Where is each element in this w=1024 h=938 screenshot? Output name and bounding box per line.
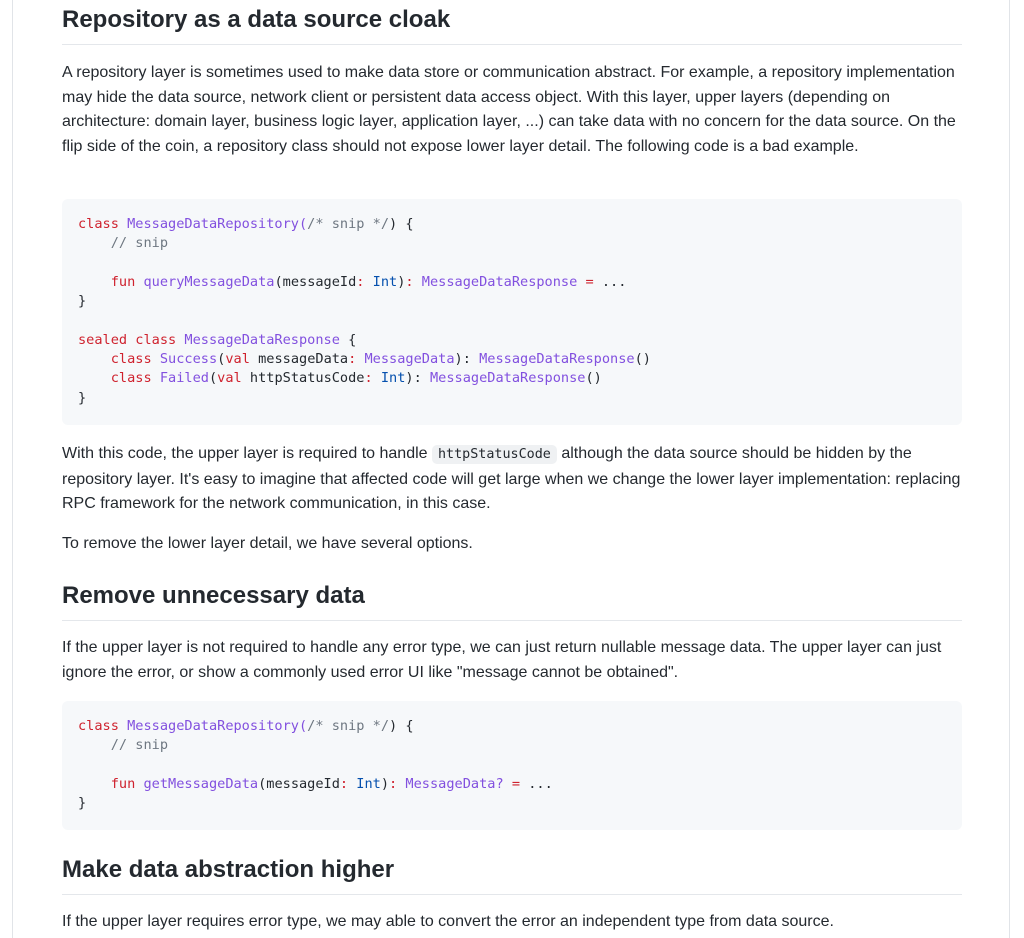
code-token: ... (528, 775, 553, 792)
code-token: MessageDataRepository (127, 718, 299, 734)
code-token: Failed (159, 370, 209, 387)
code-token: : (356, 273, 365, 290)
code-token: Success (159, 351, 218, 368)
code-token: ): (405, 370, 422, 387)
code-token: MessageDataResponse (479, 351, 635, 368)
code-token: (messageId (274, 273, 357, 290)
code-block-nullable-example (62, 701, 962, 830)
code-token: } (78, 795, 87, 812)
code-token: : (389, 775, 398, 792)
code-token: ) (380, 775, 390, 792)
inline-code: httpStatusCode (432, 445, 557, 464)
code-token: sealed (78, 331, 128, 348)
code-block-bad-example (62, 199, 962, 425)
code-token: = (585, 273, 594, 290)
paragraph-with-this-code (62, 442, 962, 517)
code-token: val (225, 351, 250, 368)
code-token: ( (298, 718, 308, 734)
code-token: class (78, 216, 119, 232)
paragraph-text: although the data source should be hidden by the repository layer. It's easy to imagine that affected code will get large when we change the lower layer implementation: replacing RPC framework for the network communication, in this case. (62, 445, 961, 512)
code-token: ) { (389, 216, 414, 232)
code-token: : (405, 273, 414, 290)
paragraph-remove-detail: To remove the lower layer detail, we have several options. (62, 535, 473, 552)
code-token: fun (110, 775, 136, 792)
code-token: // snip (110, 235, 169, 252)
code-token: class (78, 718, 119, 734)
code-token: Int (356, 775, 381, 792)
code-token: class (110, 370, 152, 387)
code-token: ) { (389, 718, 414, 734)
paragraph-text: With this code, the upper layer is required to handle (62, 445, 428, 462)
code-token: ): (454, 351, 471, 368)
code-token: : (364, 370, 373, 387)
code-token: messageData (258, 351, 349, 368)
code-token: : (348, 351, 357, 368)
code-token: MessageDataResponse (429, 370, 586, 387)
code-token: Int (380, 370, 406, 387)
code-token: queryMessageData (143, 273, 275, 290)
section-heading-remove-unnecessary-data: Remove unnecessary data (62, 581, 962, 621)
code-token: } (78, 389, 87, 406)
code-token: httpStatusCode (249, 370, 365, 387)
section-heading-repository: Repository as a data source cloak (62, 5, 962, 45)
code-token: /* snip */ (307, 216, 390, 232)
code-token: MessageDataRepository (127, 216, 299, 232)
paragraph-error-type: If the upper layer requires error type, we may able to convert the error an independent type from data source. (62, 913, 834, 930)
code-token: MessageData (364, 351, 455, 368)
code-token: () (634, 351, 651, 368)
code-token: Int (372, 273, 398, 290)
code-token: ( (217, 351, 226, 368)
code-token: : (339, 775, 349, 792)
code-token: { (348, 331, 357, 348)
code-token: val (217, 370, 242, 387)
code-token: ( (298, 216, 308, 232)
code-token: /* snip */ (307, 718, 390, 734)
code-token: MessageDataResponse (421, 273, 578, 290)
code-token: = (511, 775, 521, 792)
code-token: () (585, 370, 602, 387)
code-token: class (110, 351, 152, 368)
paragraph-repository-intro: A repository layer is sometimes used to make data store or communication abstract. For example, a repository implementation may hide the data source, network client or persistent data access object. With this layer, upper layers (depending on architecture: domain layer, business logic layer, application layer, ...) can take data with no concern for the data source. On the flip side of the coin, a repository class should not expose lower layer detail. The following code is a bad example. (62, 64, 956, 155)
paragraph-nullable-data: If the upper layer is not required to handle any error type, we can just return nullable message data. The upper layer can just ignore the error, or show a commonly used error UI like "message cannot be obtained". (62, 639, 942, 681)
code-token: MessageDataResponse (184, 331, 340, 348)
code-token: getMessageData (143, 775, 259, 792)
code-token: class (135, 331, 177, 348)
code-token: // snip (110, 737, 169, 754)
code-token: } (78, 293, 87, 310)
code-token: (messageId (258, 775, 340, 792)
code-token: ) (397, 273, 406, 290)
code-token: ... (601, 273, 627, 290)
code-token: ( (208, 370, 218, 387)
code-token: MessageData? (405, 775, 504, 792)
section-heading-make-data-abstraction-higher: Make data abstraction higher (62, 855, 962, 895)
code-token: fun (110, 273, 136, 290)
